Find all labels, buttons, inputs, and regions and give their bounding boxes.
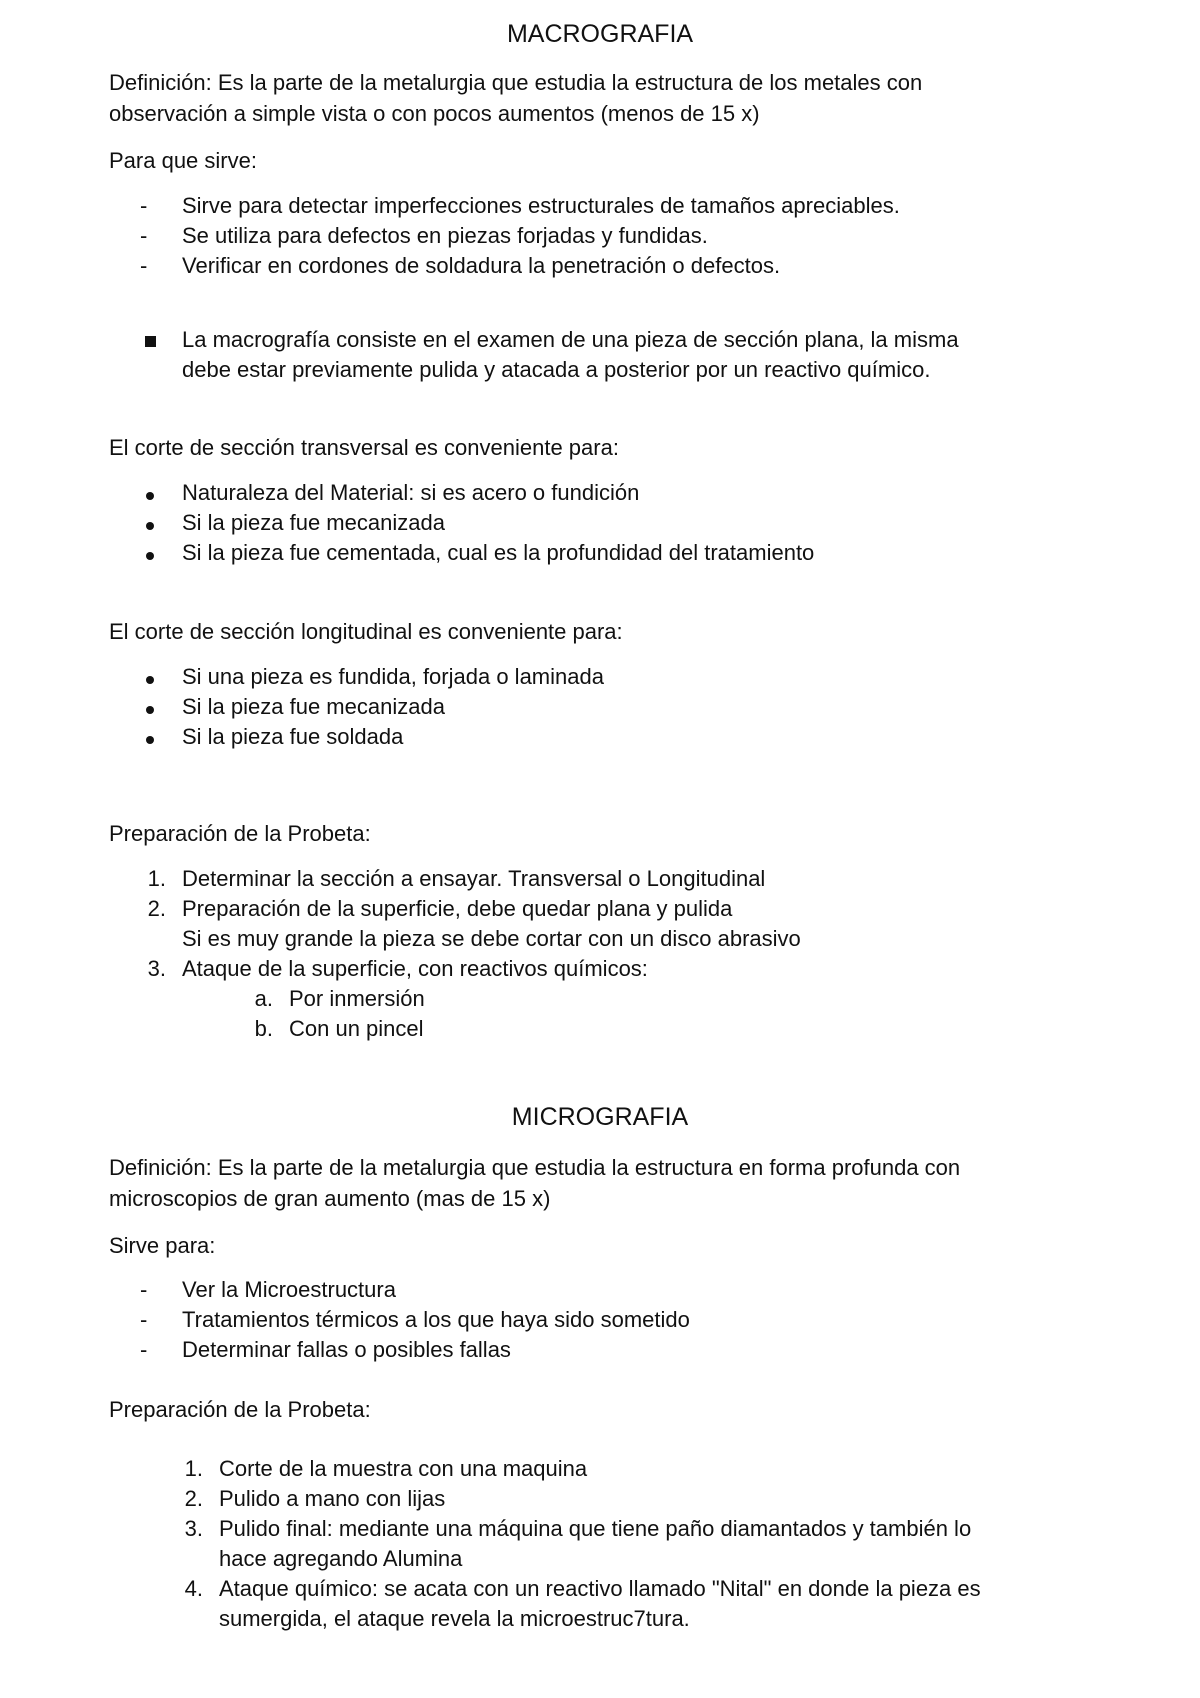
list-item-text: Determinar fallas o posibles fallas: [182, 1337, 511, 1362]
list-letter: b.: [254, 1016, 273, 1041]
list-number: 1.: [184, 1456, 203, 1481]
micro-uses-heading: Sirve para:: [109, 1233, 216, 1258]
bullet-icon: [146, 706, 154, 714]
dash-marker: -: [140, 1307, 148, 1332]
micro-definition-line: Definición: Es la parte de la metalurgia que estudia la estructura en forma profunda con: [109, 1155, 961, 1180]
dash-marker: -: [140, 193, 148, 218]
macro-definition-line: Definición: Es la parte de la metalurgia que estudia la estructura de los metales con: [109, 70, 923, 95]
list-item-text: Preparación de la superficie, debe quedar plana y pulida Si es muy grande la pieza se debe cortar con un disco abrasivo: [182, 896, 801, 951]
list-item-text: Ataque químico: se acata con un reactivo llamado "Nital" en donde la pieza es sumergida, el ataque revela la microestruc7tura.: [219, 1576, 981, 1631]
list-item-text: Si la pieza fue mecanizada: [182, 694, 445, 719]
macro-definition: [109, 67, 1109, 129]
macro-uses-heading: Para que sirve:: [109, 148, 257, 173]
macro-title: MACROGRAFIA: [506, 20, 694, 48]
list-item-text: Se utiliza para defectos en piezas forjadas y fundidas.: [182, 223, 708, 248]
bullet-icon: [146, 552, 154, 560]
dash-marker: -: [140, 253, 148, 278]
list-item-text: Ver la Microestructura: [182, 1277, 396, 1302]
list-item-text: Si una pieza es fundida, forjada o laminada: [182, 664, 604, 689]
list-item-text: Por inmersión: [289, 986, 425, 1011]
bullet-icon: [146, 736, 154, 744]
transversal-heading: El corte de sección transversal es conveniente para:: [109, 435, 619, 460]
dash-marker: -: [140, 1337, 148, 1362]
list-item-text: Verificar en cordones de soldadura la penetración o defectos.: [182, 253, 781, 278]
longitudinal-heading: El corte de sección longitudinal es conveniente para:: [109, 619, 623, 644]
list-number: 1.: [147, 866, 166, 891]
list-item-text: Sirve para detectar imperfecciones estructurales de tamaños apreciables.: [182, 193, 900, 218]
list-letter: a.: [254, 986, 273, 1011]
micro-prep-heading: Preparación de la Probeta:: [109, 1397, 371, 1422]
list-item-text: Pulido final: mediante una máquina que tiene paño diamantados y también lo hace agregando Alumina: [219, 1516, 972, 1571]
list-item-text: Ataque de la superficie, con reactivos químicos:: [182, 956, 648, 981]
list-number: 4.: [184, 1576, 203, 1601]
list-number: 3.: [147, 956, 166, 981]
bullet-icon: [146, 676, 154, 684]
bullet-icon: [146, 522, 154, 530]
list-item-text: Determinar la sección a ensayar. Transversal o Longitudinal: [182, 866, 766, 891]
square-bullet-icon: [145, 336, 156, 347]
bullet-icon: [146, 492, 154, 500]
micro-definition: [109, 1152, 1109, 1214]
list-number: 2.: [184, 1486, 203, 1511]
list-item-text: Pulido a mano con lijas: [219, 1486, 446, 1511]
list-item-text: Con un pincel: [289, 1016, 424, 1041]
list-item-text: Naturaleza del Material: si es acero o fundición: [182, 480, 640, 505]
list-number: 3.: [184, 1516, 203, 1541]
dash-marker: -: [140, 223, 148, 248]
list-item-text: Si la pieza fue mecanizada: [182, 510, 445, 535]
macro-prep-heading: Preparación de la Probeta:: [109, 821, 371, 846]
list-number: 2.: [147, 896, 166, 921]
list-item-text: Corte de la muestra con una maquina: [219, 1456, 588, 1481]
list-item-text: Si la pieza fue cementada, cual es la profundidad del tratamiento: [182, 540, 815, 565]
note-text: La macrografía consiste en el examen de una pieza de sección plana, la misma debe estar previamente pulida y atacada a posterior por un reactivo químico.: [182, 327, 959, 382]
list-item-text: Si la pieza fue soldada: [182, 724, 404, 749]
micro-definition-line: microscopios de gran aumento (mas de 15 x): [109, 1186, 551, 1211]
macro-definition-line: observación a simple vista o con pocos aumentos (menos de 15 x): [109, 101, 760, 126]
micro-title: MICROGRAFIA: [511, 1103, 689, 1131]
list-item-text: Tratamientos térmicos a los que haya sido sometido: [182, 1307, 690, 1332]
dash-marker: -: [140, 1277, 148, 1302]
